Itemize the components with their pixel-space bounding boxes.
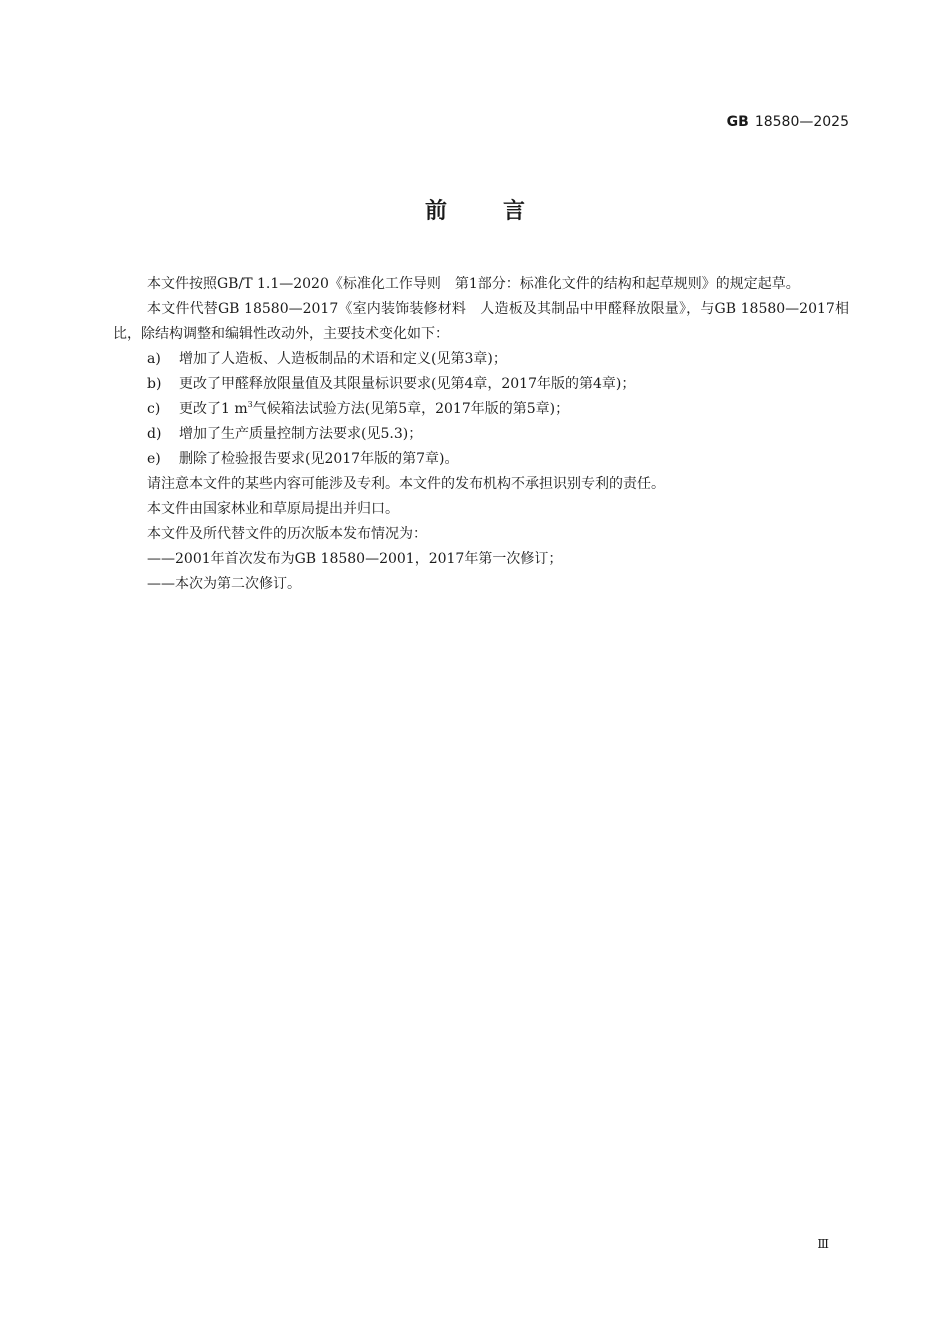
paragraph-replaces: 本文件代替GB 18580—2017《室内装饰装修材料 人造板及其制品中甲醛释放限量》，与GB 18580—2017相比，除结构调整和编辑性改动外，主要技术变化如下： xyxy=(113,301,849,342)
change-label: e) xyxy=(147,451,161,467)
paragraph-history-intro: 本文件及所代替文件的历次版本发布情况为： xyxy=(147,526,427,542)
paragraph-patent-notice: 请注意本文件的某些内容可能涉及专利。本文件的发布机构不承担识别专利的责任。 xyxy=(147,476,665,492)
foreword-body xyxy=(113,272,849,597)
standard-number xyxy=(727,114,849,130)
change-label: a) xyxy=(147,351,161,367)
change-text: 增加了人造板、人造板制品的术语和定义(见第3章)； xyxy=(179,351,507,367)
standard-year-number: 18580—2025 xyxy=(754,114,849,130)
change-label: d) xyxy=(147,426,162,442)
change-label: c) xyxy=(147,401,161,417)
paragraph-proposer: 本文件由国家林业和草原局提出并归口。 xyxy=(147,501,399,517)
page-number: Ⅲ xyxy=(817,1237,829,1251)
paragraph-basis: 本文件按照GB/T 1.1—2020《标准化工作导则 第1部分：标准化文件的结构和起草规则》的规定起草。 xyxy=(147,276,800,292)
change-label: b) xyxy=(147,376,162,392)
change-item-d xyxy=(113,422,849,447)
change-text: 更改了1 m xyxy=(179,401,248,417)
standard-code: GB xyxy=(726,114,749,130)
change-item-a xyxy=(113,347,849,372)
history-item: ——本次为第二次修订。 xyxy=(147,576,301,592)
change-text-cont: 气候箱法试验方法(见第5章，2017年版的第5章)； xyxy=(252,401,570,417)
page-title: 前言 xyxy=(424,199,581,224)
history-item: ——2001年首次发布为GB 18580—2001，2017年第一次修订； xyxy=(147,551,563,567)
change-item-c xyxy=(113,397,849,422)
change-item-e xyxy=(113,447,849,472)
change-item-b xyxy=(113,372,849,397)
change-text: 更改了甲醛释放限量值及其限量标识要求(见第4章，2017年版的第4章)； xyxy=(179,376,636,392)
superscript: 3 xyxy=(247,400,253,409)
change-text: 增加了生产质量控制方法要求(见5.3)； xyxy=(179,426,423,442)
change-text: 删除了检验报告要求(见2017年版的第7章)。 xyxy=(179,451,459,467)
